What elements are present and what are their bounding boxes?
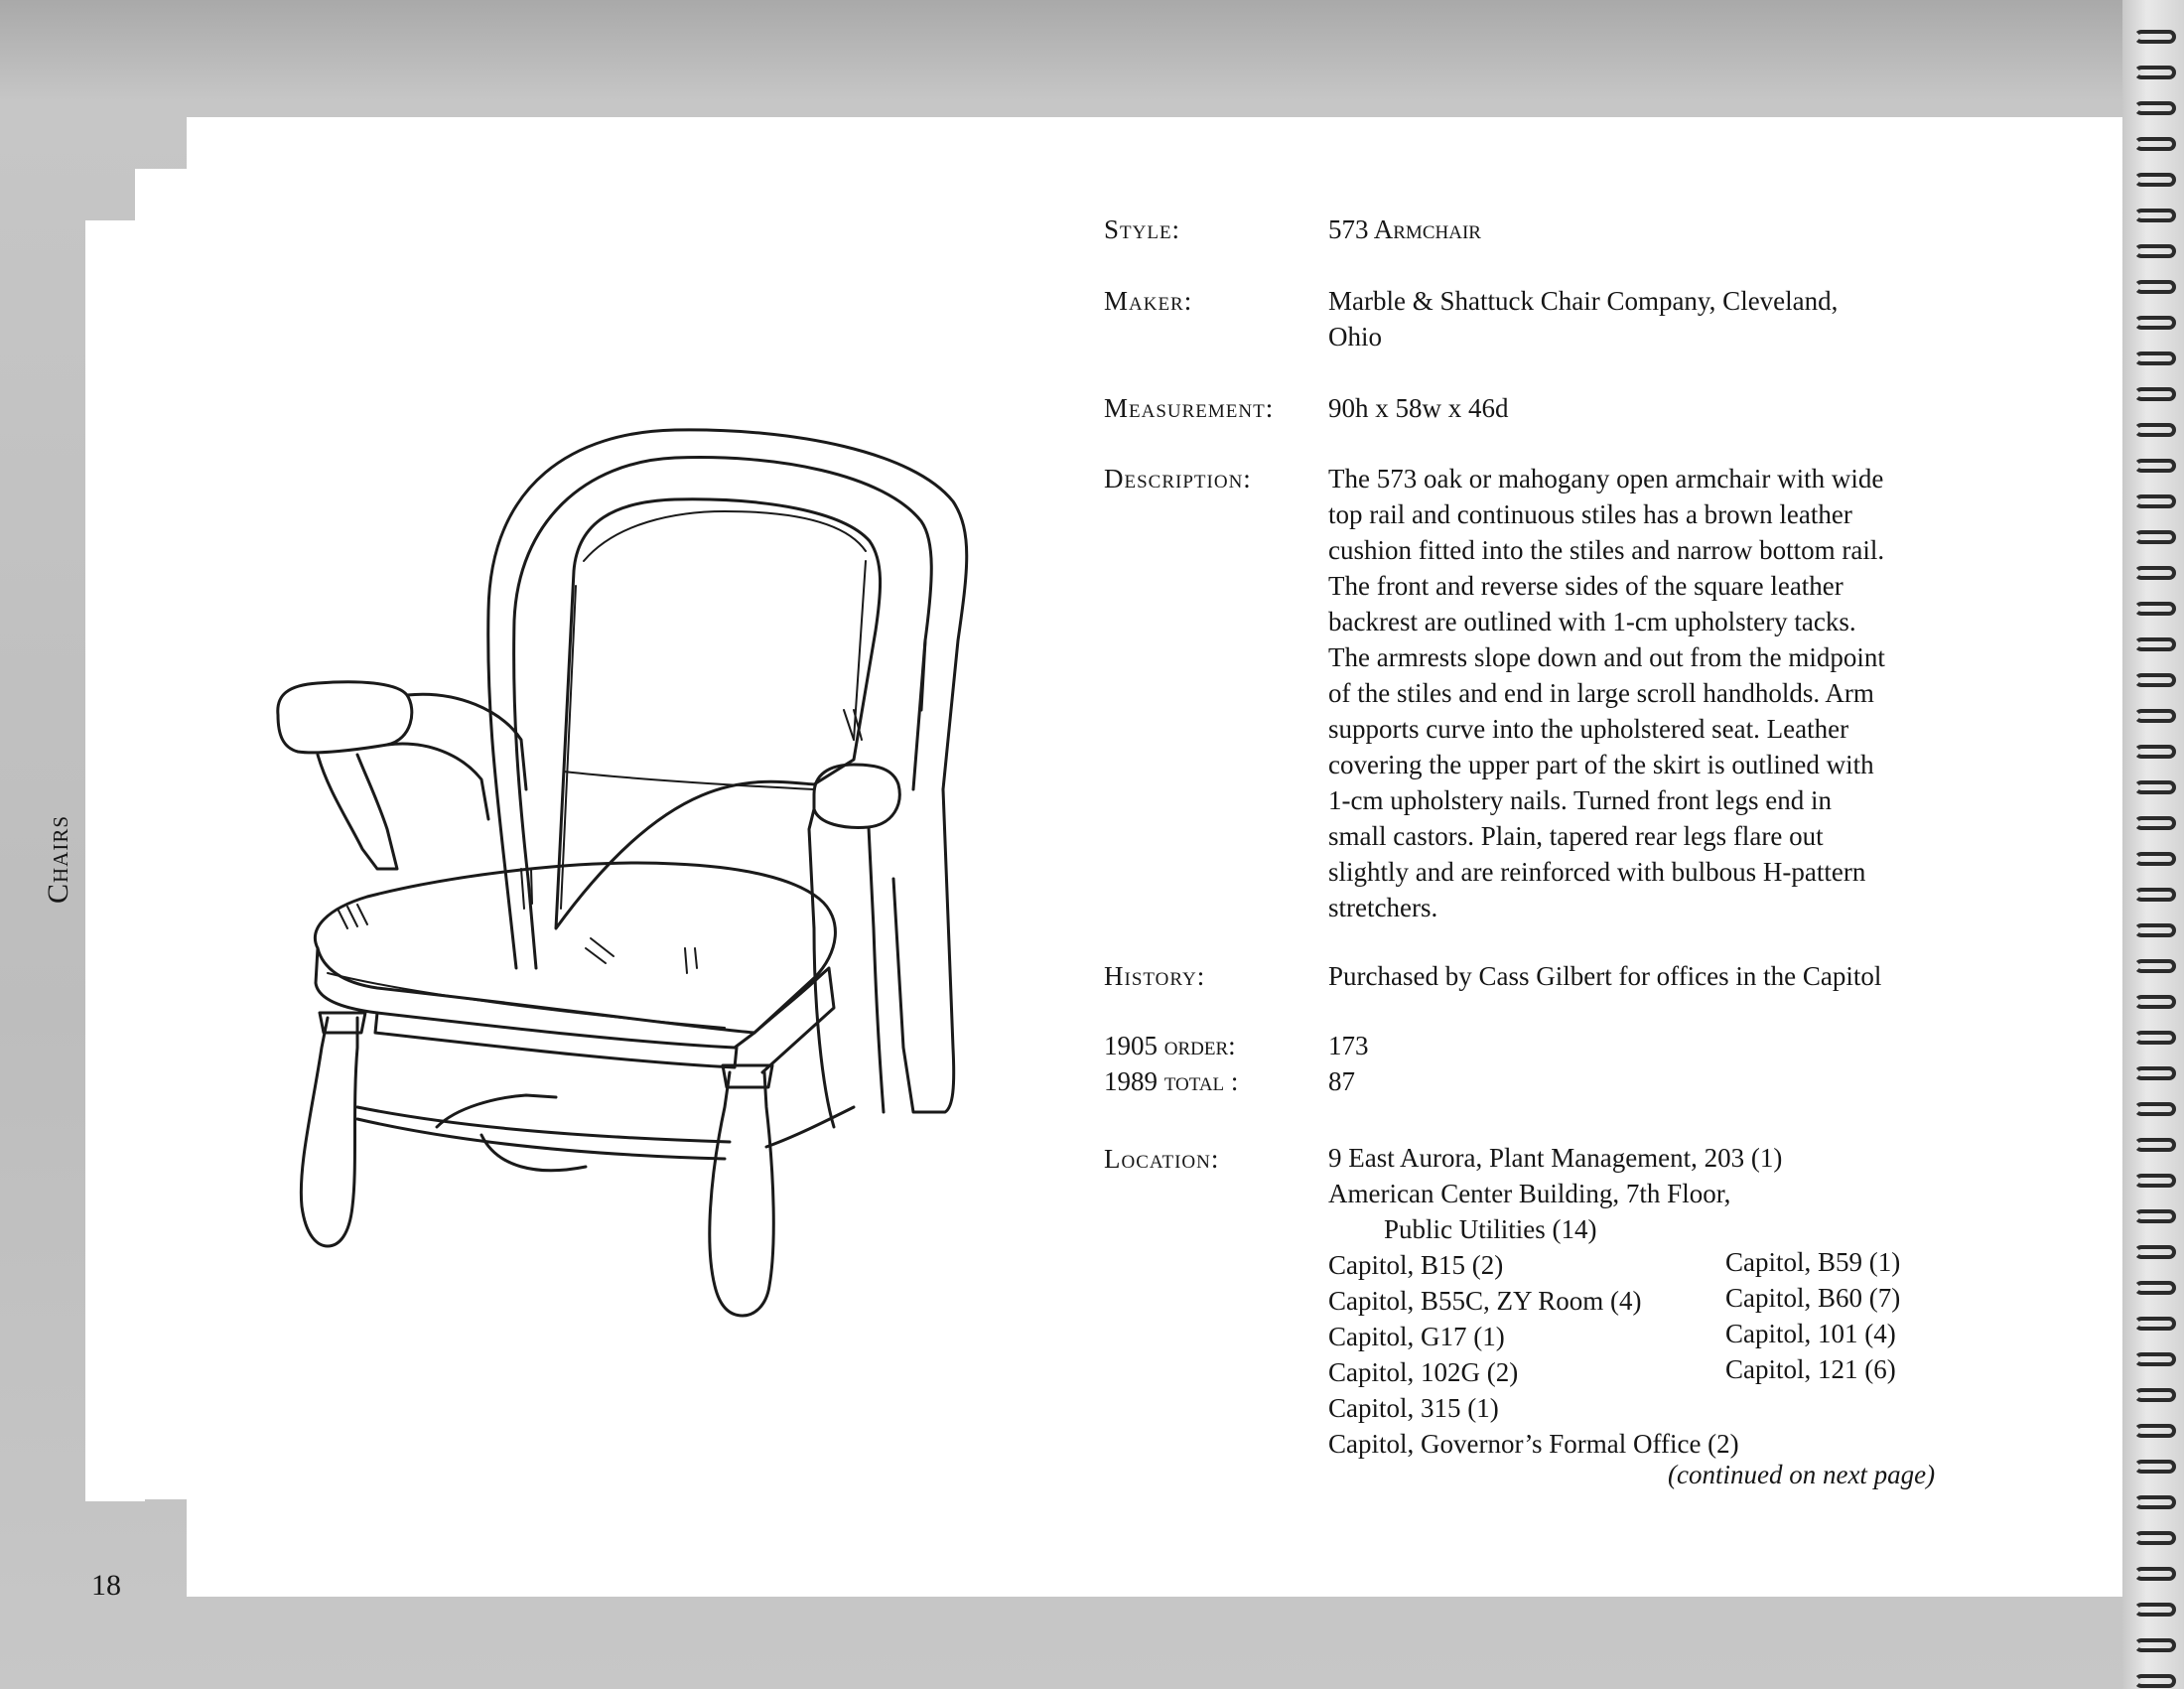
binding-coil (2134, 1317, 2176, 1331)
location-col1-item: Capitol, 102G (2) (1328, 1357, 1519, 1387)
description-line: backrest are outlined with 1-cm upholstery tacks. (1328, 607, 1856, 636)
binding-coil (2134, 888, 2176, 902)
page-edge-step (135, 169, 195, 1499)
continued-note: (continued on next page) (1668, 1460, 1936, 1489)
armchair-icon (258, 412, 973, 1326)
measurement-label: Measurement: (1104, 393, 1275, 423)
binding-coil (2134, 1567, 2176, 1581)
binding-coil (2134, 923, 2176, 937)
description-line: supports curve into the upholstered seat. Leather (1328, 714, 1849, 744)
binding-coil (2134, 137, 2176, 151)
binding-coil (2134, 494, 2176, 508)
binding-coil (2134, 387, 2176, 401)
order-1905-year: 1905 (1104, 1031, 1158, 1060)
binding-coil (2134, 780, 2176, 794)
binding-coil (2134, 30, 2176, 44)
maker-value-line: Marble & Shattuck Chair Company, Cleveland, (1328, 286, 1839, 316)
measurement-value: 90h x 58w x 46d (1328, 393, 1509, 423)
description-line: covering the upper part of the skirt is outlined with (1328, 750, 1874, 779)
binding-coil (2134, 1031, 2176, 1045)
total-1989-year: 1989 (1104, 1066, 1158, 1096)
order-1905-label (1104, 1031, 1236, 1061)
binding-coil (2134, 566, 2176, 580)
description-line: The armrests slope down and out from the midpoint (1328, 642, 1885, 672)
armchair-illustration (258, 412, 973, 1326)
location-col1-item: Capitol, 315 (1) (1328, 1393, 1499, 1423)
history-label: History: (1104, 961, 1206, 991)
description-line: slightly and are reinforced with bulbous H-pattern (1328, 857, 1866, 887)
binding-coil (2134, 995, 2176, 1009)
total-1989-word: total : (1163, 1066, 1239, 1096)
location-line: Capitol, Governor’s Formal Office (2) (1328, 1429, 1739, 1459)
binding-coil (2134, 709, 2176, 723)
binding-coil (2134, 1245, 2176, 1259)
binding-coil (2134, 173, 2176, 187)
binding-coil (2134, 1138, 2176, 1152)
maker-value (1328, 283, 1838, 354)
description-line: small castors. Plain, tapered rear legs flare out (1328, 821, 1824, 851)
binding-coil (2134, 209, 2176, 222)
description-label: Description: (1104, 464, 1252, 493)
binding-coil (2134, 673, 2176, 687)
binding-coil (2134, 1424, 2176, 1438)
binding-coil (2134, 1281, 2176, 1295)
binding-coil (2134, 1352, 2176, 1366)
location-col2-item: Capitol, 101 (4) (1725, 1319, 1896, 1348)
binding-coil (2134, 1638, 2176, 1652)
description-value (1328, 461, 1885, 925)
description-line: top rail and continuous stiles has a brown leather (1328, 499, 1852, 529)
binding-coil (2134, 816, 2176, 830)
binding-coil (2134, 959, 2176, 973)
order-1905-value: 173 (1328, 1031, 1369, 1060)
binding-coil (2134, 1174, 2176, 1188)
binding-coil (2134, 459, 2176, 473)
page-number: 18 (91, 1569, 121, 1602)
binding-coil (2134, 1674, 2176, 1688)
location-col1-item: Capitol, B15 (2) (1328, 1250, 1504, 1280)
section-side-label: Chairs (42, 814, 74, 904)
location-col2-item: Capitol, B60 (7) (1725, 1283, 1901, 1313)
description-line: cushion fitted into the stiles and narrow bottom rail. (1328, 535, 1885, 565)
binding-coil (2134, 244, 2176, 258)
description-line: The 573 oak or mahogany open armchair with wide (1328, 464, 1884, 493)
binding-coil (2134, 101, 2176, 115)
history-value: Purchased by Cass Gilbert for offices in the Capitol (1328, 961, 1882, 991)
binding-coil (2134, 316, 2176, 330)
binding-coil (2134, 637, 2176, 651)
binding-coil (2134, 1531, 2176, 1545)
binding-coil (2134, 280, 2176, 294)
location-col1-item: Capitol, B55C, ZY Room (4) (1328, 1286, 1642, 1316)
binding-coil (2134, 745, 2176, 759)
binding-coil (2134, 1066, 2176, 1080)
total-1989-value: 87 (1328, 1066, 1355, 1096)
binding-coil (2134, 1388, 2176, 1402)
binding-coil (2134, 1495, 2176, 1509)
binding-coil (2134, 66, 2176, 79)
total-1989-label (1104, 1066, 1238, 1097)
location-label: Location: (1104, 1144, 1220, 1174)
binding-coil (2134, 352, 2176, 365)
location-line: Public Utilities (14) (1384, 1214, 1597, 1244)
style-label: Style: (1104, 214, 1181, 244)
binding-coil (2134, 852, 2176, 866)
location-line: American Center Building, 7th Floor, (1328, 1179, 1731, 1208)
description-line: The front and reverse sides of the square leather (1328, 571, 1843, 601)
order-1905-word: order: (1163, 1031, 1236, 1060)
description-line: of the stiles and end in large scroll handholds. Arm (1328, 678, 1874, 708)
description-line: 1-cm upholstery nails. Turned front legs end in (1328, 785, 1832, 815)
location-col2-item: Capitol, 121 (6) (1725, 1354, 1896, 1384)
binding-coil (2134, 530, 2176, 544)
location-col1-item: Capitol, G17 (1) (1328, 1322, 1505, 1351)
style-value: 573 Armchair (1328, 214, 1481, 244)
binding-coil (2134, 1603, 2176, 1617)
description-line: stretchers. (1328, 893, 1438, 922)
maker-label: Maker: (1104, 286, 1193, 316)
location-value (1328, 1140, 1782, 1462)
location-col2-item: Capitol, B59 (1) (1725, 1247, 1901, 1277)
binding-coil (2134, 602, 2176, 616)
binding-coil (2134, 1460, 2176, 1474)
binding-coil (2134, 1102, 2176, 1116)
maker-value-line: Ohio (1328, 322, 1382, 352)
binding-coil (2134, 423, 2176, 437)
binding-coil (2134, 1209, 2176, 1223)
location-line: 9 East Aurora, Plant Management, 203 (1) (1328, 1143, 1783, 1173)
